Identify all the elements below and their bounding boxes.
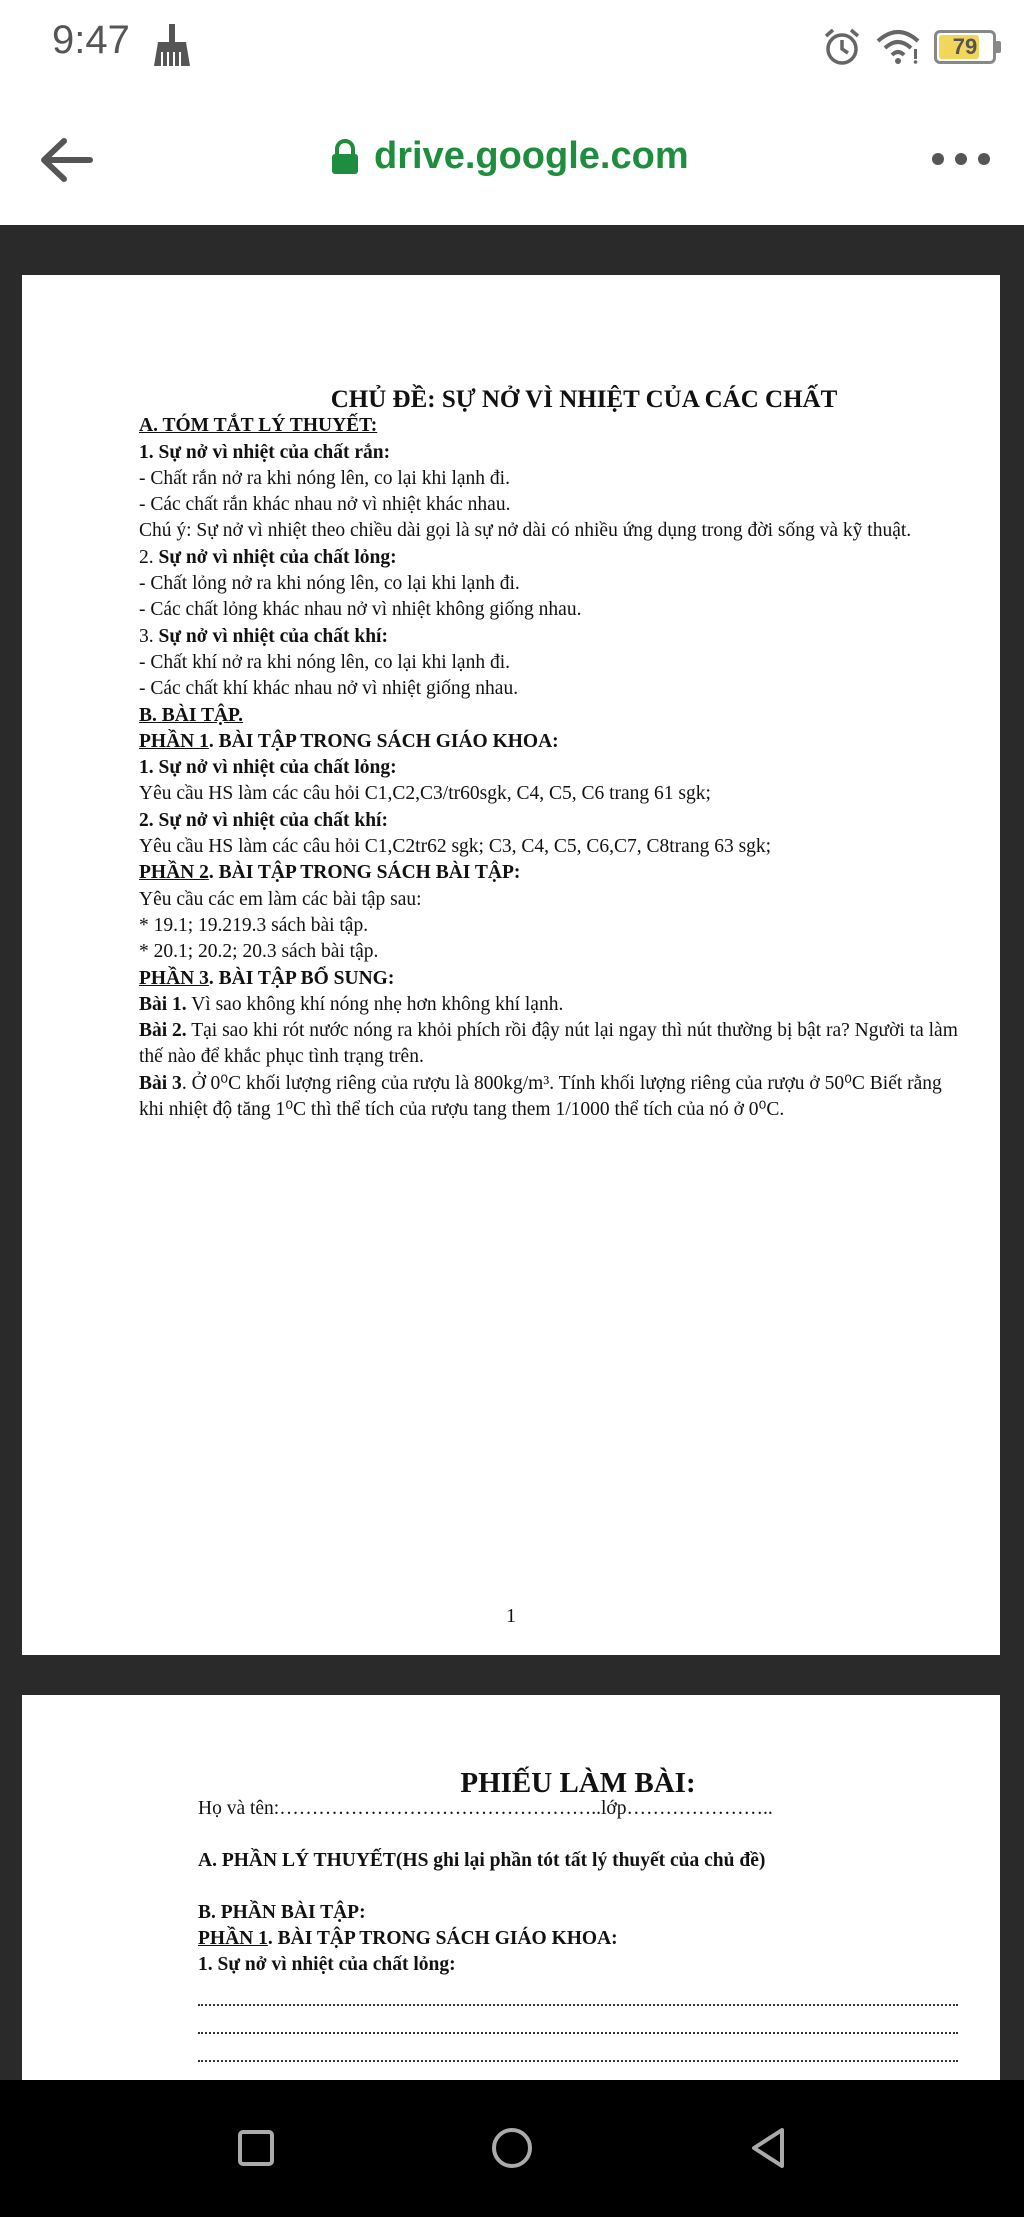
- a3-number: 3.: [139, 625, 159, 647]
- part2-item2: * 20.1; 20.2; 20.3 sách bài tập.: [139, 941, 379, 963]
- b1-heading-p2: 1. Sự nở vì nhiệt của chất lỏng:: [198, 1954, 456, 1975]
- a2-number: 2.: [139, 546, 159, 568]
- broom-icon: [150, 22, 194, 68]
- back-arrow-icon[interactable]: [38, 135, 94, 185]
- a2-line1: - Chất lỏng nở ra khi nóng lên, co lại khi lạnh đi.: [139, 573, 520, 595]
- ex3-text: . Ở 0⁰C khối lượng riêng của rượu là 800kg/m³. Tính khối lượng riêng của rượu ở 50⁰C Biết rằng khi nhiệt độ tăng 1⁰C thì thể tích của rượu tang them 1/1000 thể tích của nó ở 0⁰C.: [139, 1072, 942, 1121]
- status-icons: [822, 22, 996, 72]
- answer-line: [198, 2008, 958, 2034]
- part1-label-p2: PHẦN 1: [198, 1928, 268, 1949]
- status-time: 9:47: [52, 18, 130, 62]
- exercise-section-heading: B. PHẦN BÀI TẬP:: [198, 1902, 366, 1923]
- part3-label: PHẦN 3: [139, 967, 209, 989]
- ex2-text: Tại sao khi rót nước nóng ra khỏi phích rồi đậy nút lại ngay thì nút thường bị bật ra? Người ta làm thế nào để khắc phục tình trạng trên.: [139, 1020, 958, 1068]
- answer-line: [198, 2036, 958, 2062]
- status-bar: [0, 0, 1024, 95]
- back-nav-icon[interactable]: [740, 2120, 796, 2176]
- a2-line2: - Các chất lỏng khác nhau nở vì nhiệt không giống nhau.: [139, 599, 582, 621]
- part1-title: . BÀI TẬP TRONG SÁCH GIÁO KHOA:: [208, 730, 559, 752]
- url-display[interactable]: [330, 135, 689, 178]
- document-viewer[interactable]: [0, 225, 1024, 2080]
- url-text: drive.google.com: [374, 135, 689, 177]
- a3-line1: - Chất khí nở ra khi nóng lên, co lại khi lạnh đi.: [139, 651, 510, 673]
- ex2-label: Bài 2.: [139, 1020, 187, 1042]
- a1-line1: - Chất rắn nở ra khi nóng lên, co lại khi lạnh đi.: [139, 467, 510, 489]
- a3-heading-line: [139, 624, 969, 650]
- b1-text: Yêu cầu HS làm các câu hỏi C1,C2,C3/tr60sgk, C4, C5, C6 trang 61 sgk;: [139, 783, 711, 805]
- a3-heading: Sự nở vì nhiệt của chất khí:: [158, 625, 388, 647]
- answer-line: [198, 1980, 958, 2006]
- part2-label: PHẦN 2: [139, 862, 209, 884]
- part2-title: . BÀI TẬP TRONG SÁCH BÀI TẬP:: [208, 862, 521, 884]
- wifi-icon: [876, 29, 920, 65]
- part1-heading: [139, 729, 969, 755]
- page-content: [139, 387, 969, 1123]
- alarm-icon: [822, 27, 862, 67]
- exercise-1: [139, 992, 969, 1018]
- part2-item1: * 19.1; 19.219.3 sách bài tập.: [139, 914, 369, 936]
- part3-title: . BÀI TẬP BỔ SUNG:: [208, 967, 395, 989]
- theory-section-heading: A. PHẦN LÝ THUYẾT(HS ghi lại phần tót tất lý thuyết của chủ đề): [198, 1850, 766, 1871]
- doc-title: CHỦ ĐỀ: SỰ NỞ VÌ NHIỆT CỦA CÁC CHẤT: [330, 386, 838, 413]
- ex1-text: Vì sao không khí nóng nhẹ hơn không khí lạnh.: [186, 993, 564, 1015]
- part2-intro: Yêu cầu các em làm các bài tập sau:: [139, 888, 422, 910]
- section-b-heading: B. BÀI TẬP.: [139, 704, 244, 726]
- b1-heading: 1. Sự nở vì nhiệt của chất lỏng:: [139, 757, 397, 779]
- exercise-2: [139, 1018, 969, 1071]
- page-number: 1: [506, 1605, 516, 1627]
- a2-heading: Sự nở vì nhiệt của chất lỏng:: [158, 546, 397, 568]
- page2-content: [198, 1767, 958, 2062]
- system-nav-bar: [0, 2080, 1024, 2217]
- spacer: [198, 1874, 958, 1900]
- ex1-label: Bài 1.: [139, 993, 187, 1015]
- recent-apps-icon[interactable]: [228, 2120, 284, 2176]
- note-paragraph: Chú ý: Sự nở vì nhiệt theo chiều dài gọi là sự nở dài có nhiều ứng dụng trong đời sống và kỹ thuật.: [139, 520, 912, 542]
- spacer: [198, 1822, 958, 1848]
- worksheet-title: PHIẾU LÀM BÀI:: [460, 1767, 696, 1799]
- exercise-3: [139, 1071, 969, 1124]
- lock-icon: [330, 139, 360, 175]
- battery-icon: [934, 30, 996, 64]
- b2-text: Yêu cầu HS làm các câu hỏi C1,C2tr62 sgk; C3, C4, C5, C6,C7, C8trang 63 sgk;: [139, 836, 772, 858]
- part2-heading: [139, 860, 969, 886]
- document-page-1: [22, 275, 1000, 1655]
- more-menu-icon[interactable]: [928, 147, 994, 171]
- ex3-label: Bài 3: [139, 1072, 182, 1094]
- browser-toolbar: [0, 95, 1024, 225]
- a1-line2: - Các chất rắn khác nhau nở vì nhiệt khác nhau.: [139, 494, 511, 516]
- part1-label: PHẦN 1: [139, 730, 209, 752]
- a2-heading-line: [139, 545, 969, 571]
- a1-heading: 1. Sự nở vì nhiệt của chất rắn:: [139, 441, 391, 463]
- part1-heading-p2: [198, 1926, 958, 1952]
- name-class-line: Họ và tên:…………………………………………..lớp…………………..: [198, 1798, 773, 1819]
- part1-title-p2: . BÀI TẬP TRONG SÁCH GIÁO KHOA:: [267, 1928, 618, 1949]
- a3-line2: - Các chất khí khác nhau nở vì nhiệt giống nhau.: [139, 678, 519, 700]
- part3-heading: [139, 966, 969, 992]
- home-icon[interactable]: [484, 2120, 540, 2176]
- battery-percent: 79: [952, 34, 978, 59]
- b2-heading: 2. Sự nở vì nhiệt của chất khí:: [139, 809, 388, 831]
- document-page-2: [22, 1695, 1000, 2080]
- section-a-heading: A. TÓM TẮT LÝ THUYẾT:: [139, 415, 378, 437]
